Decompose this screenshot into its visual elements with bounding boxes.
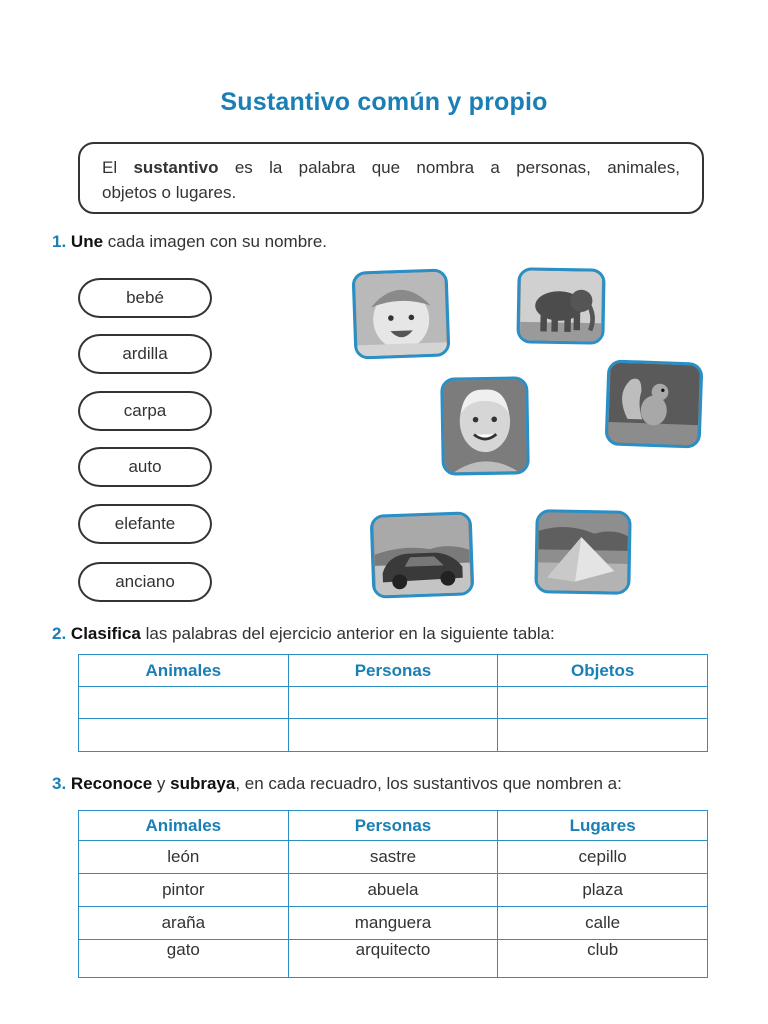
exercise-3-instruction [52,774,622,794]
exercise-2-text: las palabras del ejercicio anterior en la siguiente tabla: [140,624,555,643]
definition-word: que [371,158,401,177]
word-cell[interactable]: plaza [498,874,708,907]
definition-keyword: sustantivo [133,158,219,177]
squirrel-photo[interactable] [605,359,704,448]
word-cell[interactable]: pintor [79,874,289,907]
elephant-illustration [519,270,602,341]
word-pill-auto[interactable]: auto [78,447,212,487]
word-pill-anciano[interactable]: anciano [78,562,212,602]
blank-cell[interactable] [79,719,289,752]
word-pill-ardilla[interactable]: ardilla [78,334,212,374]
exercise-1-number: 1. [52,232,67,251]
definition-prefix: El [102,158,118,177]
word-pill-carpa[interactable]: carpa [78,391,212,431]
word-pill-bebe[interactable]: bebé [78,278,212,318]
exercise-1-verb: Une [70,232,104,251]
blank-cell[interactable] [288,687,498,719]
classification-table [78,654,708,752]
exercise-3-number: 3. [52,774,67,793]
definition-word: personas, [516,158,591,177]
exercise-3-text: , en cada recuadro, los sustantivos que nombren a: [235,774,622,793]
exercise-3-verb-1: Reconoce [70,774,153,793]
blank-cell[interactable] [498,719,708,752]
header-personas: Personas [288,811,498,841]
exercise-3-verb-2: subraya [170,774,236,793]
definition-word: la [269,158,283,177]
blank-cell[interactable] [79,687,289,719]
word-cell[interactable]: manguera [288,907,498,940]
definition-word: nombra [416,158,475,177]
exercise-2-number: 2. [52,624,67,643]
word-cell[interactable]: sastre [288,841,498,874]
word-pill-elefante[interactable]: elefante [78,504,212,544]
definition-line-1 [102,155,680,180]
header-personas: Personas [288,655,498,687]
tent-illustration [537,512,628,592]
baby-illustration [355,271,448,356]
elderly-man-photo[interactable] [440,376,530,476]
word-cell[interactable]: gato [79,940,289,978]
header-animales: Animales [79,811,289,841]
header-objetos: Objetos [498,655,708,687]
word-cell[interactable]: club [498,940,708,978]
exercise-2-verb: Clasifica [70,624,141,643]
word-cell[interactable]: león [79,841,289,874]
baby-photo[interactable] [351,268,450,359]
exercise-1-instruction [52,232,327,252]
exercise-3-connector: y [152,774,171,793]
definition-word: animales, [607,158,680,177]
definition-word: palabra [298,158,356,177]
recognition-table [78,810,708,978]
word-cell[interactable]: calle [498,907,708,940]
definition-word: es [234,158,253,177]
definition-word: a [490,158,500,177]
definition-box [78,142,704,214]
word-cell[interactable]: arquitecto [288,940,498,978]
header-lugares: Lugares [498,811,708,841]
definition-line-2: objetos o lugares. [102,183,237,202]
word-cell[interactable]: cepillo [498,841,708,874]
word-cell[interactable]: araña [79,907,289,940]
elephant-photo[interactable] [516,267,605,345]
blank-cell[interactable] [288,719,498,752]
exercise-2-instruction [52,624,555,644]
car-illustration [373,514,472,595]
exercise-1-text: cada imagen con su nombre. [103,232,328,251]
header-animales: Animales [79,655,289,687]
squirrel-illustration [608,362,701,445]
elderly-man-illustration [443,379,527,472]
word-cell[interactable]: abuela [288,874,498,907]
car-photo[interactable] [370,511,475,599]
tent-photo[interactable] [534,509,631,595]
page-title: Sustantivo común y propio [220,88,548,116]
blank-cell[interactable] [498,687,708,719]
